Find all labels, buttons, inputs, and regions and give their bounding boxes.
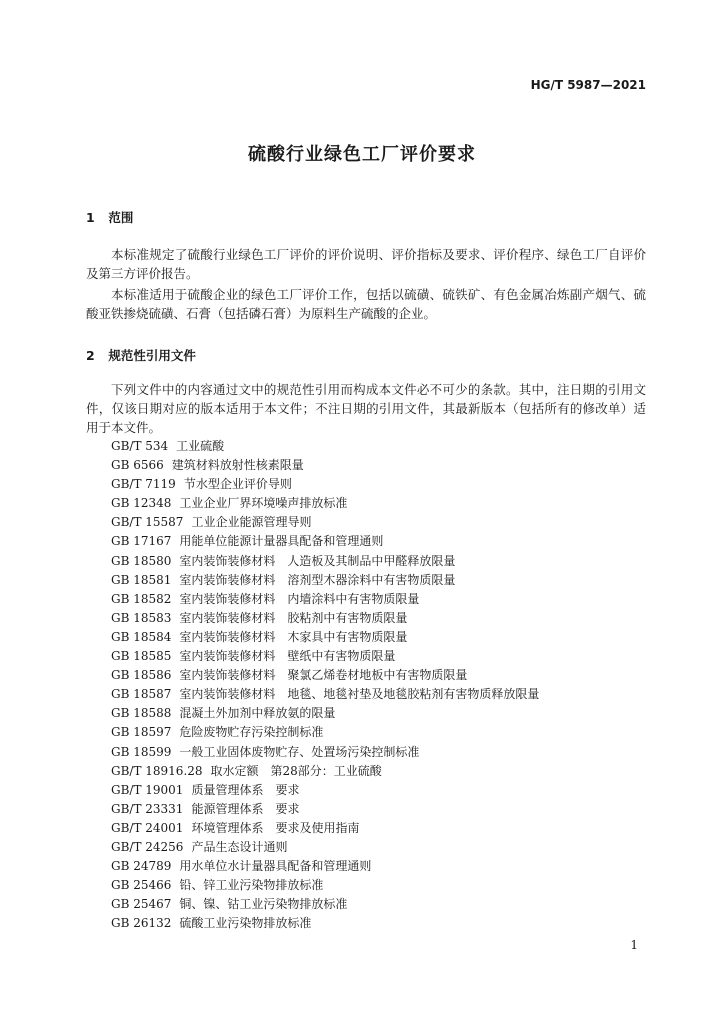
reference-title: 能源管理体系 要求 xyxy=(191,801,300,816)
reference-code: GB 18588 xyxy=(111,706,172,721)
section-1-paragraph-1: 本标准规定了硫酸行业绿色工厂评价的评价说明、评价指标及要求、评价程序、绿色工厂自评价及第三方评价报告。 xyxy=(86,247,646,281)
reference-title: 室内装饰装修材料 壁纸中有害物质限量 xyxy=(179,649,396,664)
section-2-heading xyxy=(86,346,196,364)
reference-title: 产品生态设计通则 xyxy=(191,839,288,854)
reference-code: GB 18583 xyxy=(111,610,172,625)
reference-item xyxy=(111,838,651,857)
reference-title: 硫酸工业污染物排放标准 xyxy=(179,916,312,931)
section-1-heading xyxy=(86,208,133,226)
section-2-number: 2 xyxy=(86,348,95,363)
reference-code: GB 12348 xyxy=(111,496,172,511)
reference-item xyxy=(111,914,651,933)
section-2-title: 规范性引用文件 xyxy=(108,348,196,363)
reference-item xyxy=(111,475,651,494)
reference-title: 工业企业厂界环境噪声排放标准 xyxy=(179,496,348,511)
reference-code: GB 18599 xyxy=(111,744,172,759)
reference-item xyxy=(111,552,651,571)
reference-item xyxy=(111,532,651,551)
reference-item xyxy=(111,647,651,666)
reference-item xyxy=(111,437,651,456)
reference-title: 危险废物贮存污染控制标准 xyxy=(179,725,324,740)
reference-code: GB 18584 xyxy=(111,629,172,644)
reference-item xyxy=(111,743,651,762)
document-title: 硫酸行业绿色工厂评价要求 xyxy=(248,144,476,165)
reference-item xyxy=(111,609,651,628)
reference-code: GB/T 15587 xyxy=(111,515,184,530)
reference-title: 铜、镍、钴工业污染物排放标准 xyxy=(179,897,348,912)
reference-item xyxy=(111,857,651,876)
reference-code: GB 24789 xyxy=(111,859,172,874)
reference-title: 混凝土外加剂中释放氨的限量 xyxy=(179,706,336,721)
reference-title: 室内装饰装修材料 人造板及其制品中甲醛释放限量 xyxy=(179,553,456,568)
reference-title: 建筑材料放射性核素限量 xyxy=(171,458,304,473)
reference-title: 环境管理体系 要求及使用指南 xyxy=(191,820,360,835)
reference-list xyxy=(111,437,651,933)
reference-item xyxy=(111,590,651,609)
reference-code: GB 17167 xyxy=(111,534,172,549)
reference-item xyxy=(111,800,651,819)
reference-item xyxy=(111,571,651,590)
reference-title: 节水型企业评价导则 xyxy=(183,477,292,492)
reference-item xyxy=(111,494,651,513)
reference-item xyxy=(111,513,651,532)
reference-title: 铅、锌工业污染物排放标准 xyxy=(179,878,324,893)
reference-code: GB 26132 xyxy=(111,916,172,931)
reference-code: GB/T 24001 xyxy=(111,820,184,835)
reference-item xyxy=(111,762,651,781)
reference-title: 室内装饰装修材料 胶粘剂中有害物质限量 xyxy=(179,610,408,625)
reference-title: 室内装饰装修材料 溶剂型木器涂料中有害物质限量 xyxy=(179,572,456,587)
reference-item xyxy=(111,456,651,475)
reference-code: GB 18597 xyxy=(111,725,172,740)
reference-code: GB/T 24256 xyxy=(111,839,184,854)
reference-code: GB/T 7119 xyxy=(111,477,176,492)
reference-code: GB 18582 xyxy=(111,591,172,606)
standard-number: HG/T 5987—2021 xyxy=(530,78,646,92)
section-1-number: 1 xyxy=(86,210,95,225)
reference-title: 室内装饰装修材料 聚氯乙烯卷材地板中有害物质限量 xyxy=(179,668,468,683)
page-number: 1 xyxy=(630,938,638,952)
reference-code: GB 18587 xyxy=(111,687,172,702)
section-1-paragraph-2: 本标准适用于硫酸企业的绿色工厂评价工作，包括以硫磺、硫铁矿、有色金属冶炼副产烟气、硫酸亚铁掺烧硫磺、石膏（包括磷石膏）为原料生产硫酸的企业。 xyxy=(86,287,646,321)
reference-item xyxy=(111,666,651,685)
reference-item xyxy=(111,781,651,800)
reference-code: GB 25467 xyxy=(111,897,172,912)
reference-code: GB/T 18916.28 xyxy=(111,763,203,778)
reference-title: 用水单位水计量器具配备和管理通则 xyxy=(179,859,372,874)
reference-title: 工业企业能源管理导则 xyxy=(191,515,312,530)
reference-item xyxy=(111,628,651,647)
section-2-intro: 下列文件中的内容通过文中的规范性引用而构成本文件必不可少的条款。其中，注日期的引用文件，仅该日期对应的版本适用于本文件；不注日期的引用文件，其最新版本（包括所有的修改单）适用于本文件。 xyxy=(86,382,646,435)
reference-code: GB/T 19001 xyxy=(111,782,184,797)
section-1-title: 范围 xyxy=(108,210,134,225)
reference-item xyxy=(111,704,651,723)
reference-code: GB 6566 xyxy=(111,458,164,473)
reference-title: 室内装饰装修材料 木家具中有害物质限量 xyxy=(179,629,408,644)
reference-title: 取水定额 第28部分：工业硫酸 xyxy=(210,763,382,778)
reference-title: 室内装饰装修材料 地毯、地毯衬垫及地毯胶粘剂有害物质释放限量 xyxy=(179,687,540,702)
reference-item xyxy=(111,723,651,742)
reference-item xyxy=(111,685,651,704)
reference-code: GB 18586 xyxy=(111,668,172,683)
reference-title: 一般工业固体废物贮存、处置场污染控制标准 xyxy=(179,744,420,759)
reference-code: GB/T 23331 xyxy=(111,801,184,816)
reference-code: GB/T 534 xyxy=(111,439,169,453)
reference-code: GB 25466 xyxy=(111,878,172,893)
reference-code: GB 18581 xyxy=(111,572,172,587)
reference-title: 用能单位能源计量器具配备和管理通则 xyxy=(179,534,384,549)
reference-title: 质量管理体系 要求 xyxy=(191,782,300,797)
reference-item xyxy=(111,819,651,838)
reference-item xyxy=(111,895,651,914)
reference-code: GB 18585 xyxy=(111,649,172,664)
reference-title: 工业硫酸 xyxy=(176,439,225,453)
reference-title: 室内装饰装修材料 内墙涂料中有害物质限量 xyxy=(179,591,420,606)
reference-item xyxy=(111,876,651,895)
reference-code: GB 18580 xyxy=(111,553,172,568)
